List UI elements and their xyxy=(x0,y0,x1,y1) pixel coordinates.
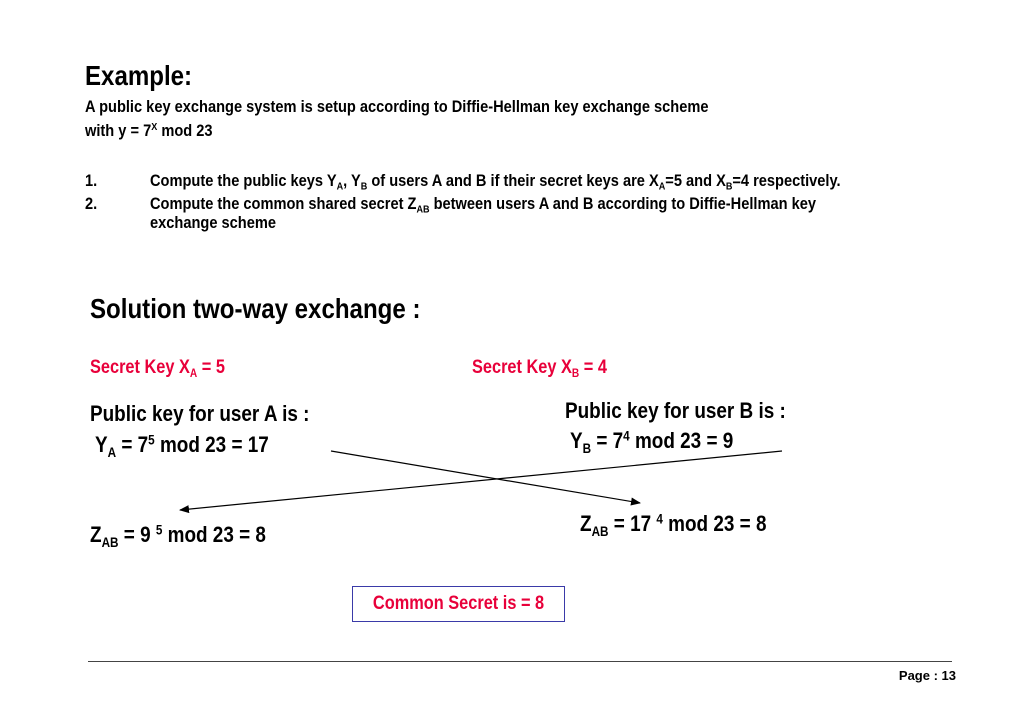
example-title: Example: xyxy=(85,60,193,91)
shared-secret-b: $Z_{AB} = 17$ $^4$ mod 23 = 8 xyxy=(580,511,767,539)
footer-rule xyxy=(88,661,952,662)
task-2-text: Compute the common shared secret $Z_{AB}$ between users A and B according to Diffie-Hellman key xyxy=(150,194,817,216)
task-2-text-continued: exchange scheme xyxy=(150,213,276,232)
common-secret-text: Common Secret is = 8 xyxy=(372,593,545,614)
shared-secret-a: $Z_{AB} = 9$ $^5$ mod 23 = 8 xyxy=(90,522,266,550)
intro-line-1: A public key exchange system is setup according to Diffie-Hellman key exchange scheme xyxy=(85,97,709,116)
public-key-b-equation: $Y_B = 7^4$ mod 23 = 9 xyxy=(570,428,734,456)
public-key-a-equation: $Y_A = 7^5$ mod 23 = 17 xyxy=(95,432,269,460)
public-key-a-label: Public key for user A is : xyxy=(90,401,310,426)
intro-line-2: with $y = 7^X$ mod 23 xyxy=(85,121,213,140)
task-1-number: 1. xyxy=(85,171,98,190)
task-1-text: Compute the public keys $Y_A$, $Y_B$ of users A and B if their secret keys are $X_A=5$ and $X_B=4$ respectively. xyxy=(150,171,841,193)
public-key-b-label: Public key for user B is : xyxy=(565,398,786,423)
secret-key-a: Secret Key $X_A = 5$ xyxy=(90,357,225,381)
arrow-a-to-b xyxy=(331,451,640,503)
page-number: Page : 13 xyxy=(898,668,956,683)
arrow-b-to-a xyxy=(180,451,782,510)
common-secret-box xyxy=(352,586,565,622)
solution-title: Solution two-way exchange : xyxy=(90,293,421,324)
secret-key-b: Secret Key $X_B = 4$ xyxy=(472,357,607,381)
task-2-number: 2. xyxy=(85,194,98,213)
